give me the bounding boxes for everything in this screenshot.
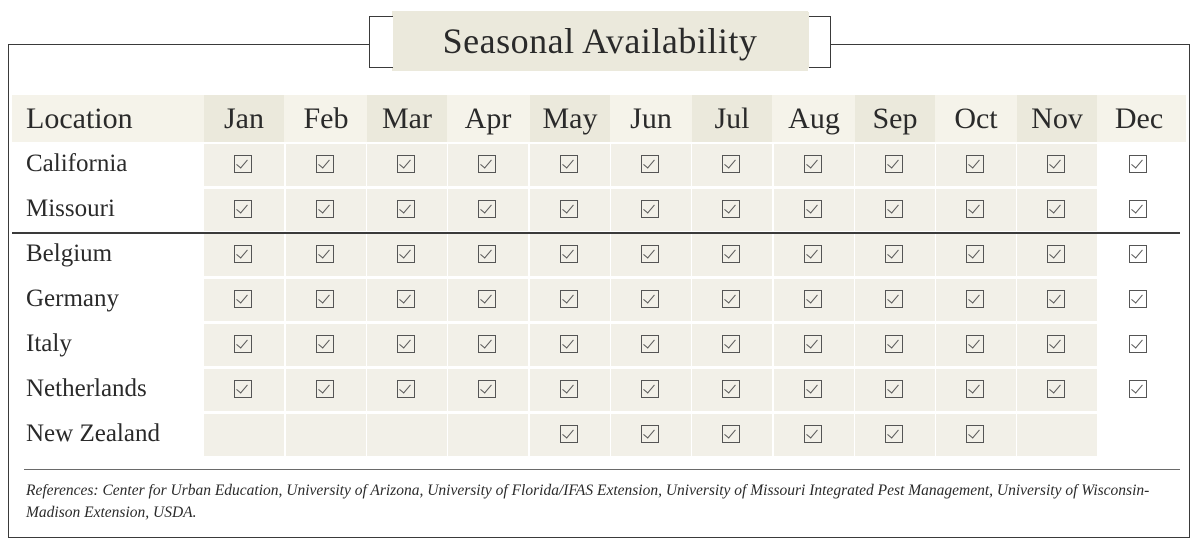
- month-cell: [611, 189, 691, 231]
- month-cell: [611, 279, 691, 321]
- checkbox-icon: [316, 380, 334, 398]
- checkbox-icon: [804, 290, 822, 308]
- month-cell: [774, 414, 854, 456]
- month-cell: [204, 324, 284, 366]
- checkbox-icon: [885, 155, 903, 173]
- month-cell: [936, 279, 1016, 321]
- month-cell: [367, 279, 447, 321]
- month-header-jul: Jul: [692, 95, 772, 142]
- checkbox-icon: [641, 380, 659, 398]
- month-cell: [286, 189, 366, 231]
- month-cell: [204, 234, 284, 276]
- checkbox-icon: [641, 155, 659, 173]
- checkbox-icon: [560, 290, 578, 308]
- location-label: California: [26, 150, 128, 177]
- checkbox-icon: [641, 290, 659, 308]
- checkbox-icon: [804, 425, 822, 443]
- month-cell: [774, 324, 854, 366]
- month-cell: [1017, 369, 1097, 411]
- month-header-may: May: [530, 95, 610, 142]
- month-cell: [204, 144, 284, 186]
- month-cell: [1017, 324, 1097, 366]
- checkbox-icon: [397, 200, 415, 218]
- month-cell: [855, 279, 935, 321]
- month-cell: [448, 189, 528, 231]
- table-row: [12, 414, 1186, 456]
- checkbox-icon: [804, 155, 822, 173]
- month-cell: [611, 324, 691, 366]
- checkbox-icon: [641, 200, 659, 218]
- month-cell: [286, 144, 366, 186]
- table-row: [12, 369, 1186, 411]
- location-label: Netherlands: [26, 375, 147, 402]
- month-cell: [204, 189, 284, 231]
- checkbox-icon: [234, 335, 252, 353]
- checkbox-icon: [722, 425, 740, 443]
- checkbox-icon: [966, 245, 984, 263]
- checkbox-icon: [1047, 335, 1065, 353]
- month-header-sep: Sep: [855, 95, 935, 142]
- location-label: Missouri: [26, 195, 115, 222]
- month-cell: [855, 324, 935, 366]
- month-cell: [692, 144, 772, 186]
- table-row: [12, 324, 1186, 366]
- checkbox-icon: [1047, 200, 1065, 218]
- month-header-feb: Feb: [303, 102, 349, 135]
- month-header-jun: Jun: [630, 102, 672, 135]
- month-cell: [936, 189, 1016, 231]
- month-cell: [611, 369, 691, 411]
- location-label: Italy: [26, 330, 72, 357]
- region-divider: [12, 232, 1180, 234]
- month-cell: [367, 234, 447, 276]
- table-row: [12, 279, 1186, 321]
- checkbox-icon: [641, 335, 659, 353]
- checkbox-icon: [560, 380, 578, 398]
- month-cell: [448, 369, 528, 411]
- checkbox-icon: [397, 380, 415, 398]
- month-cell: [286, 279, 366, 321]
- month-header-jan: Jan: [204, 95, 284, 142]
- checkbox-icon: [478, 245, 496, 263]
- month-cell: [1017, 414, 1097, 456]
- month-cell: [855, 189, 935, 231]
- month-header-mar: Mar: [367, 95, 447, 142]
- checkbox-icon: [316, 245, 334, 263]
- checkbox-icon: [885, 245, 903, 263]
- month-header-nov: Nov: [1017, 95, 1097, 142]
- checkbox-icon: [885, 200, 903, 218]
- checkbox-icon: [397, 245, 415, 263]
- checkbox-icon: [234, 290, 252, 308]
- month-cell: [936, 324, 1016, 366]
- checkbox-icon: [722, 245, 740, 263]
- month-cell: [530, 234, 610, 276]
- month-cell: [367, 189, 447, 231]
- checkbox-icon: [804, 200, 822, 218]
- checkbox-icon: [478, 335, 496, 353]
- month-header-apr: Apr: [464, 102, 512, 135]
- month-cell: [774, 369, 854, 411]
- checkbox-icon: [804, 245, 822, 263]
- checkbox-icon: [560, 425, 578, 443]
- month-cell: [611, 414, 691, 456]
- month-cell: [855, 369, 935, 411]
- checkbox-icon: [234, 200, 252, 218]
- checkbox-icon: [1129, 155, 1147, 173]
- location-header: Location: [26, 102, 133, 135]
- month-cell: [774, 234, 854, 276]
- month-header-oct: Oct: [954, 102, 998, 135]
- location-label: Belgium: [26, 240, 113, 267]
- month-header-dec: Dec: [1114, 102, 1164, 135]
- checkbox-icon: [560, 200, 578, 218]
- month-cell: [448, 324, 528, 366]
- checkbox-icon: [885, 425, 903, 443]
- month-cell: [367, 144, 447, 186]
- month-cell: [204, 369, 284, 411]
- month-cell: [1099, 414, 1179, 456]
- checkbox-icon: [722, 290, 740, 308]
- month-cell: [448, 234, 528, 276]
- checkbox-icon: [234, 155, 252, 173]
- month-cell: [1017, 234, 1097, 276]
- month-cell: [1017, 189, 1097, 231]
- references-text: References: Center for Urban Education, University of Arizona, University of Florida/IFAS Extension, University of Missouri Integrated Pest Management, University of Wisconsin-Madison Extension, USDA.: [26, 482, 1150, 521]
- checkbox-icon: [722, 335, 740, 353]
- month-cell: [530, 279, 610, 321]
- checkbox-icon: [722, 380, 740, 398]
- checkbox-icon: [966, 200, 984, 218]
- checkbox-icon: [1129, 290, 1147, 308]
- checkbox-icon: [885, 380, 903, 398]
- checkbox-icon: [966, 155, 984, 173]
- month-cell: [1099, 144, 1179, 186]
- month-cell: [530, 144, 610, 186]
- checkbox-icon: [234, 380, 252, 398]
- month-cell: [530, 369, 610, 411]
- month-cell: [530, 414, 610, 456]
- checkbox-icon: [966, 290, 984, 308]
- month-cell: [448, 414, 528, 456]
- location-label: New Zealand: [26, 420, 160, 447]
- month-cell: [1017, 279, 1097, 321]
- checkbox-icon: [316, 290, 334, 308]
- checkbox-icon: [316, 155, 334, 173]
- references-divider: [24, 469, 1180, 470]
- checkbox-icon: [1047, 380, 1065, 398]
- checkbox-icon: [885, 290, 903, 308]
- month-cell: [204, 279, 284, 321]
- month-cell: [855, 144, 935, 186]
- checkbox-icon: [560, 335, 578, 353]
- month-cell: [286, 369, 366, 411]
- month-cell: [367, 324, 447, 366]
- month-cell: [774, 189, 854, 231]
- table-row: [12, 144, 1186, 186]
- month-cell: [1017, 144, 1097, 186]
- table-row: [12, 189, 1186, 231]
- month-header-aug: Aug: [788, 102, 840, 135]
- month-cell: [692, 324, 772, 366]
- location-label: Germany: [26, 285, 120, 312]
- month-cell: [611, 144, 691, 186]
- month-cell: [692, 234, 772, 276]
- checkbox-icon: [641, 425, 659, 443]
- checkbox-icon: [478, 200, 496, 218]
- checkbox-icon: [478, 155, 496, 173]
- month-cell: [692, 369, 772, 411]
- month-cell: [286, 324, 366, 366]
- checkbox-icon: [1047, 290, 1065, 308]
- month-cell: [448, 144, 528, 186]
- checkbox-icon: [722, 155, 740, 173]
- header-row: [12, 95, 1186, 142]
- checkbox-icon: [560, 245, 578, 263]
- checkbox-icon: [1129, 200, 1147, 218]
- month-cell: [367, 414, 447, 456]
- checkbox-icon: [1129, 380, 1147, 398]
- month-cell: [692, 189, 772, 231]
- checkbox-icon: [885, 335, 903, 353]
- checkbox-icon: [966, 380, 984, 398]
- month-cell: [692, 279, 772, 321]
- month-cell: [936, 414, 1016, 456]
- checkbox-icon: [1129, 335, 1147, 353]
- month-cell: [855, 234, 935, 276]
- checkbox-icon: [397, 290, 415, 308]
- page-title: Seasonal Availability: [442, 21, 758, 61]
- month-cell: [367, 369, 447, 411]
- checkbox-icon: [560, 155, 578, 173]
- month-cell: [1099, 234, 1179, 276]
- month-cell: [530, 324, 610, 366]
- month-cell: [855, 414, 935, 456]
- month-cell: [774, 279, 854, 321]
- month-cell: [204, 414, 284, 456]
- checkbox-icon: [1047, 155, 1065, 173]
- month-cell: [530, 189, 610, 231]
- month-cell: [286, 414, 366, 456]
- month-cell: [692, 414, 772, 456]
- checkbox-icon: [804, 335, 822, 353]
- month-cell: [936, 234, 1016, 276]
- checkbox-icon: [316, 335, 334, 353]
- month-cell: [1099, 279, 1179, 321]
- checkbox-icon: [397, 155, 415, 173]
- checkbox-icon: [1129, 245, 1147, 263]
- checkbox-icon: [966, 425, 984, 443]
- month-cell: [774, 144, 854, 186]
- month-cell: [936, 144, 1016, 186]
- month-cell: [286, 234, 366, 276]
- table-row: [12, 234, 1186, 276]
- checkbox-icon: [234, 245, 252, 263]
- title-box: [369, 16, 831, 68]
- month-cell: [611, 234, 691, 276]
- checkbox-icon: [966, 335, 984, 353]
- month-cell: [1099, 324, 1179, 366]
- month-cell: [1099, 369, 1179, 411]
- month-cell: [936, 369, 1016, 411]
- checkbox-icon: [397, 335, 415, 353]
- checkbox-icon: [1047, 245, 1065, 263]
- checkbox-icon: [478, 380, 496, 398]
- checkbox-icon: [722, 200, 740, 218]
- checkbox-icon: [641, 245, 659, 263]
- checkbox-icon: [478, 290, 496, 308]
- checkbox-icon: [804, 380, 822, 398]
- month-cell: [1099, 189, 1179, 231]
- month-cell: [448, 279, 528, 321]
- checkbox-icon: [316, 200, 334, 218]
